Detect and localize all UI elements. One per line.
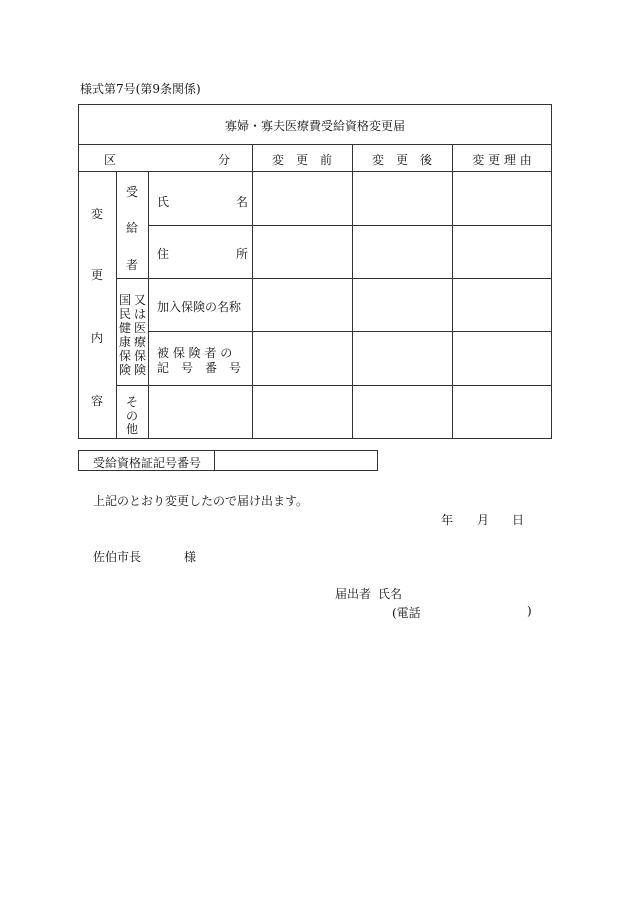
kokuho-r-5: 保 — [134, 349, 147, 363]
header-before: 変 更 前 — [271, 153, 333, 167]
date-month: 月 — [477, 513, 490, 527]
side-henko-4: 容 — [91, 394, 104, 408]
cert-number-field[interactable] — [215, 451, 377, 470]
kokuho-l-3: 健 — [119, 321, 132, 335]
sonota-3: 他 — [126, 422, 139, 436]
side-jukyu-3: 者 — [126, 258, 139, 272]
phone-close: ) — [527, 604, 532, 618]
kokuho-r-6: 険 — [134, 363, 147, 377]
label-insured-line2: 記 号 番 号 — [157, 361, 242, 375]
kokuho-r-2: は — [134, 307, 147, 321]
sonota-2: の — [126, 409, 139, 423]
kokuho-l-6: 険 — [119, 363, 132, 377]
kokuho-l-2: 民 — [119, 307, 132, 321]
label-address-1: 住 — [157, 247, 170, 261]
label-insured-line1: 被 保 険 者 の — [157, 346, 233, 360]
cert-number-label: 受給資格証記号番号 — [93, 456, 202, 470]
header-kubun: 区 — [104, 153, 117, 167]
kokuho-l-1: 国 — [119, 293, 132, 307]
applicant-name-label: 氏名 — [378, 587, 403, 601]
date-year: 年 — [441, 513, 454, 527]
statement: 上記のとおり変更したので届け出ます。 — [93, 494, 309, 508]
side-henko-3: 内 — [91, 331, 104, 345]
kokuho-r-4: 療 — [134, 335, 147, 349]
side-jukyu-1: 受 — [126, 185, 139, 199]
form-number-label: 様式第7号(第9条関係) — [80, 82, 201, 96]
side-jukyu-2: 給 — [126, 221, 139, 235]
label-insurance-name: 加入保険の名称 — [157, 300, 242, 314]
kokuho-l-4: 康 — [119, 335, 132, 349]
addressee: 佐伯市長 — [93, 550, 142, 564]
applicant-label: 届出者 — [335, 587, 372, 601]
kokuho-r-1: 又 — [134, 293, 147, 307]
form-title: 寡婦・寡夫医療費受給資格変更届 — [224, 119, 406, 133]
kokuho-r-3: 医 — [134, 321, 147, 335]
date-day: 日 — [512, 513, 525, 527]
side-henko-1: 変 — [91, 207, 104, 221]
sonota-1: そ — [126, 395, 139, 409]
kokuho-l-5: 保 — [119, 349, 132, 363]
label-name-1: 氏 — [157, 195, 170, 209]
header-bun: 分 — [218, 153, 231, 167]
header-reason: 変 更 理 由 — [472, 153, 532, 167]
sama: 様 — [184, 550, 197, 564]
phone-open: (電話 — [392, 606, 421, 620]
label-name-2: 名 — [236, 195, 249, 209]
header-after: 変 更 後 — [371, 153, 433, 167]
label-address-2: 所 — [236, 247, 249, 261]
side-henko-2: 更 — [91, 268, 104, 282]
